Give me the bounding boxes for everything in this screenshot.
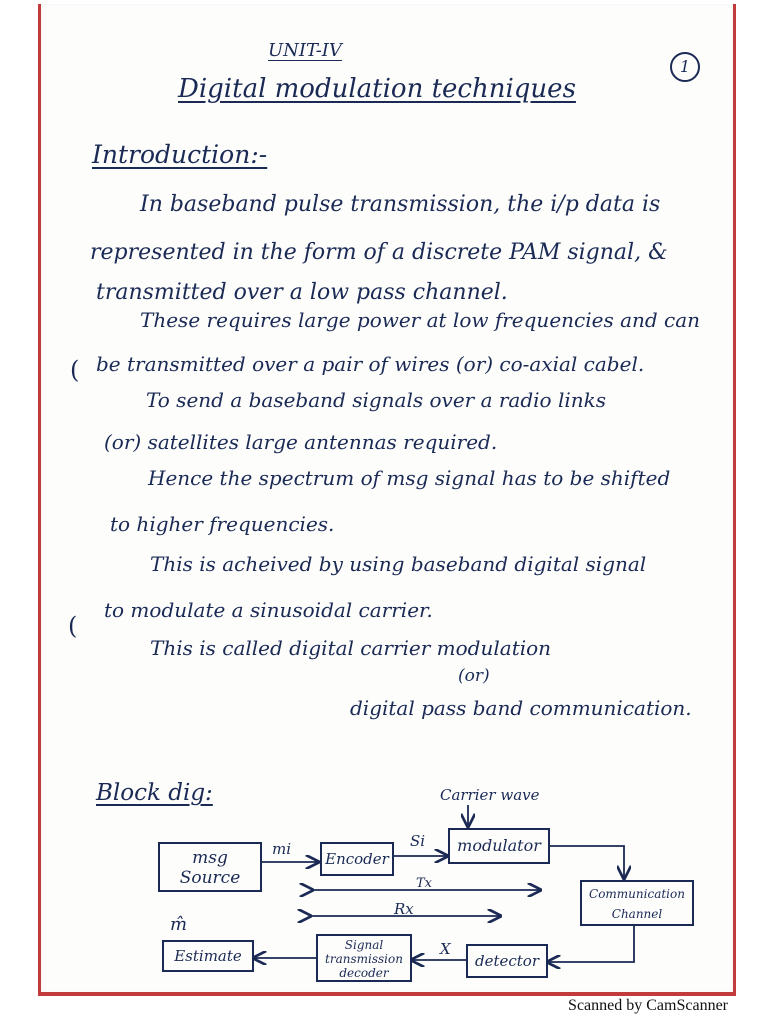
intro-line-14: digital pass band communication. (350, 696, 692, 720)
intro-line-13: (or) (458, 666, 490, 686)
edge-label-si: Si (410, 832, 426, 850)
intro-line-3: transmitted over a low pass channel. (96, 280, 508, 305)
modulator-block: modulator (448, 828, 550, 864)
edge-label-m-hat: m̂ (170, 914, 188, 935)
edge-label-x: X (440, 940, 451, 958)
intro-line-1: In baseband pulse transmission, the i/p data is (140, 192, 661, 217)
unit-label: UNIT-IV (268, 40, 342, 61)
communication-channel-block: Communication Channel (580, 880, 694, 926)
decoder-block: Signal transmission decoder (316, 934, 412, 982)
block-diagram-heading: Block dig: (96, 780, 213, 806)
detector-block: detector (466, 944, 548, 978)
intro-line-5: be transmitted over a pair of wires (or) co-axial cabel. (96, 352, 645, 376)
intro-line-9: to higher frequencies. (110, 512, 335, 536)
intro-line-10: This is acheived by using baseband digital signal (150, 552, 647, 576)
margin-bracket-2: ( (68, 612, 78, 640)
intro-line-6: To send a baseband signals over a radio links (146, 388, 606, 412)
intro-heading: Introduction:- (92, 140, 268, 169)
intro-line-2: represented in the form of a discrete PAM signal, & (90, 240, 668, 265)
intro-line-11: to modulate a sinusoidal carrier. (104, 598, 433, 622)
page-edge (38, 992, 736, 996)
edge-label-tx: Tx (416, 876, 433, 891)
page-number: 1 (670, 52, 700, 82)
edge-label-rx: Rx (394, 900, 414, 918)
intro-line-12: This is called digital carrier modulation (150, 636, 552, 660)
msg-source-block: msg Source (158, 842, 262, 892)
intro-line-4: These requires large power at low frequencies and can (140, 308, 701, 332)
carrier-wave-label: Carrier wave (440, 786, 540, 804)
estimate-block: Estimate (162, 940, 254, 972)
page-title: Digital modulation techniques (178, 74, 576, 104)
encoder-block: Encoder (320, 842, 394, 876)
intro-line-7: (or) satellites large antennas required. (104, 430, 498, 454)
margin-bracket-1: ( (70, 356, 80, 384)
edge-label-mi: mi (272, 840, 292, 858)
intro-line-8: Hence the spectrum of msg signal has to be shifted (148, 466, 671, 490)
scanner-watermark: Scanned by CamScanner (568, 997, 728, 1014)
